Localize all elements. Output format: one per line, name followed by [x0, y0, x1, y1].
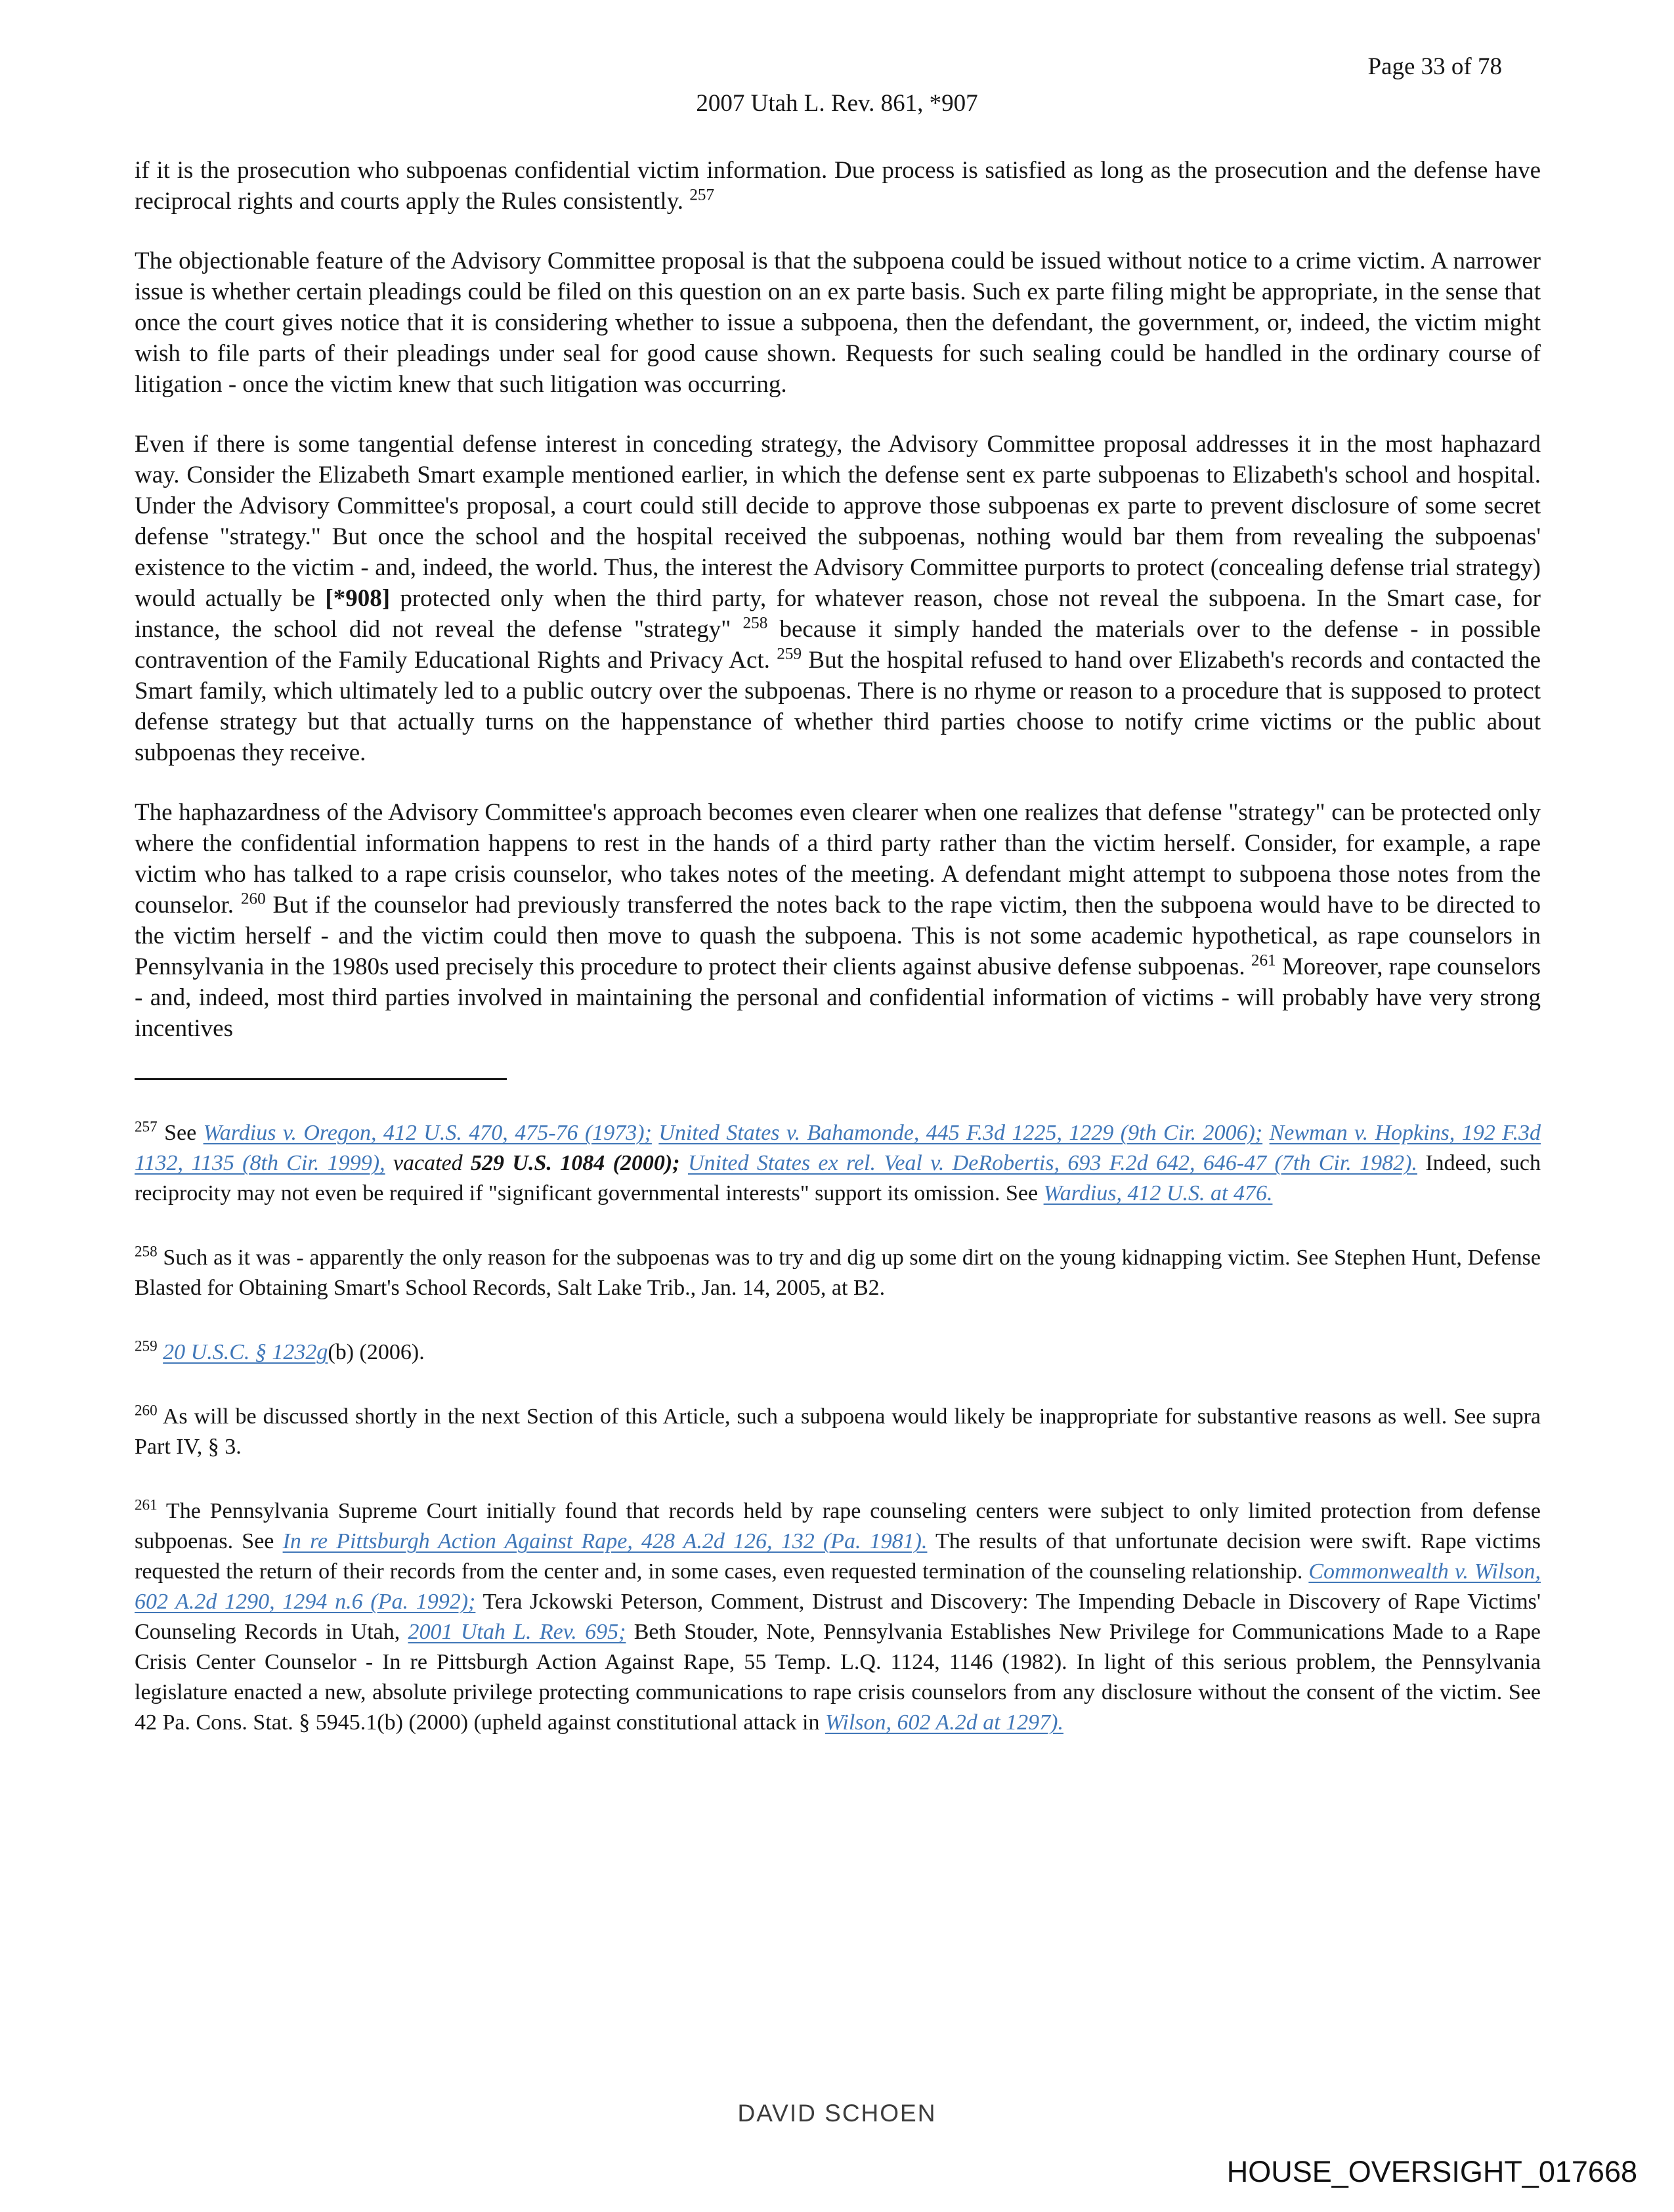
text-run: See [157, 1121, 204, 1145]
text-run: Even if there is some tangential defense interest in conceding strategy, the Advisory Committee proposal addresses it in the most haphazard way. Consider the Elizabeth Smart example mentioned earlier, in which the defense sent ex parte subpoenas to Elizabeth's school and hospital. Under the Advisory Committee's proposal, a court could still decide to approve those subpoenas ex parte to prevent disclosure of some secret defense "strategy." But once the school and the hospital received the subpoenas, nothing would bar them from revealing the subpoenas' existence to the victim - and, indeed, the world. Thus, the interest the Advisory Committee purports to protect (concealing defense trial strategy) would actually be [135, 431, 1541, 612]
footnote-257 [135, 1118, 1541, 1209]
paragraph-1 [135, 155, 1541, 217]
footnote-ref: 258 [742, 614, 768, 632]
text-run [652, 1121, 658, 1145]
footnote-ref: 257 [135, 1118, 158, 1136]
text-run: The results of that unfortunate decision were swift. Rape victims requested the return of their records from the center and, in some cases, even requested termination of the counseling relationship. [135, 1529, 1541, 1584]
citation-link[interactable]: Wardius, 412 U.S. at 476. [1043, 1181, 1273, 1205]
citation-link[interactable]: Wilson, 602 A.2d at 1297). [825, 1710, 1063, 1735]
document-body [135, 155, 1541, 1772]
footnote-259 [135, 1337, 1541, 1368]
paragraph-4 [135, 797, 1541, 1044]
text-run: As will be discussed shortly in the next Section of this Article, such a subpoena would likely be inappropriate for substantive reasons as well. See supra Part IV, § 3. [135, 1404, 1541, 1459]
text-run: The Pennsylvania Supreme Court initially found that records held by rape counseling centers were subject to only limited protection from defense subpoenas. See [135, 1499, 1541, 1553]
bates-stamp: HOUSE_OVERSIGHT_017668 [1226, 2155, 1637, 2188]
text-run [680, 1151, 688, 1175]
text-run: Indeed, such reciprocity may not even be required if "significant governmental interests" support its omission. See [135, 1151, 1541, 1205]
text-run: The objectionable feature of the Advisory Committee proposal is that the subpoena could be issued without notice to a crime victim. A narrower issue is whether certain pleadings could be filed on this question on an ex parte basis. Such ex parte filing might be appropriate, in the sense that once the court gives notice that it is considering whether to issue a subpoena, then the defendant, the government, or, indeed, the victim might wish to file parts of their pleadings under seal for good cause shown. Requests for such sealing could be handled in the ordinary course of litigation - once the victim knew that such litigation was occurring. [135, 248, 1541, 398]
footnote-separator [135, 1078, 507, 1080]
footer-author-name: DAVID SCHOEN [737, 2100, 937, 2127]
paragraph-2 [135, 246, 1541, 400]
text-run: But if the counselor had previously transferred the notes back to the rape victim, then the subpoena would have to be directed to the victim herself - and the victim could then move to quash the subpoena. This is not some academic hypothetical, as rape counselors in Pennsylvania in the 1980s used precisely this procedure to protect their clients against abusive defense subpoenas. [135, 892, 1541, 980]
footnote-260 [135, 1402, 1541, 1462]
document-citation: 2007 Utah L. Rev. 861, *907 [696, 90, 978, 117]
paragraph-3 [135, 429, 1541, 768]
text-run: (b) (2006). [328, 1340, 425, 1364]
text-run: Beth Stouder, Note, Pennsylvania Establishes New Privilege for Communications Made to a Rape Crisis Center Counselor - In re Pittsburgh Action Against Rape, 55 Temp. L.Q. 1124, 1146 (1982). In light of this serious problem, the Pennsylvania legislature enacted a new, absolute privilege protecting communications to rape crisis counselors from any disclosure without the consent of the victim. See 42 Pa. Cons. Stat. § 5945.1(b) (2000) (upheld against constitutional attack in [135, 1620, 1541, 1735]
footnote-ref: 260 [135, 1402, 158, 1420]
bold-text: [*908] [325, 585, 391, 612]
text-run: Such as it was - apparently the only reason for the subpoenas was to try and dig up some dirt on the young kidnapping victim. See Stephen Hunt, Defense Blasted for Obtaining Smart's School Records, Salt Lake Trib., Jan. 14, 2005, at B2. [135, 1246, 1541, 1300]
footnote-ref: 261 [1251, 951, 1276, 970]
text-run: The haphazardness of the Advisory Committee's approach becomes even clearer when one realizes that defense "strategy" can be protected only where the confidential information happens to rest in the hands of a third party rather than the victim herself. Consider, for example, a rape victim who has talked to a rape crisis counselor, who takes notes of the meeting. A defendant might attempt to subpoena those notes from the counselor. [135, 799, 1541, 919]
text-run: Moreover, rape counselors - and, indeed, most third parties involved in maintaining the personal and confidential information of victims - will probably have very strong incentives [135, 953, 1541, 1042]
text-run: But the hospital refused to hand over Elizabeth's records and contacted the Smart family, which ultimately led to a public outcry over the subpoenas. There is no rhyme or reason to a procedure that is supposed to protect defense strategy but that actually turns on the happenstance of whether third parties choose to notify crime victims or the public about subpoenas they receive. [135, 647, 1541, 766]
citation-link[interactable]: United States ex rel. Veal v. DeRobertis, 693 F.2d 642, 646-47 (7th Cir. 1982). [687, 1151, 1417, 1175]
text-run: if it is the prosecution who subpoenas confidential victim information. Due process is satisfied as long as the prosecution and the defense have reciprocal rights and courts apply the Rules consistently. [135, 157, 1541, 215]
footnote-ref: 260 [240, 890, 266, 908]
footnote-ref: 261 [135, 1496, 158, 1514]
footnote-261 [135, 1496, 1541, 1738]
italic-text: vacated [385, 1151, 471, 1175]
text-run: because it simply handed the materials over to the defense - in possible contravention of the Family Educational Rights and Privacy Act. [135, 616, 1541, 674]
footnote-ref: 258 [135, 1243, 158, 1261]
text-run: Tera Jckowski Peterson, Comment, Distrust and Discovery: The Impending Debacle in Discovery of Rape Victims' Counseling Records in Utah, [135, 1590, 1541, 1644]
citation-link[interactable]: Wardius v. Oregon, 412 U.S. 470, 475-76 (1973); [203, 1121, 652, 1145]
citation-link[interactable]: Newman v. Hopkins, 192 F.3d 1132, 1135 (8th Cir. 1999), [135, 1121, 1541, 1175]
footnote-ref: 259 [777, 645, 802, 663]
footnote-258 [135, 1243, 1541, 1303]
citation-link[interactable]: 2001 Utah L. Rev. 695; [408, 1620, 626, 1644]
page-indicator: Page 33 of 78 [1367, 53, 1502, 80]
footnotes-section [135, 1118, 1541, 1738]
citation-link[interactable]: United States v. Bahamonde, 445 F.3d 1225, 1229 (9th Cir. 2006); [658, 1121, 1263, 1145]
citation-link[interactable]: Commonwealth v. Wilson, 602 A.2d 1290, 1294 n.6 (Pa. 1992); [135, 1559, 1541, 1614]
bold-italic-text: 529 U.S. 1084 (2000); [471, 1151, 680, 1175]
text-run [1262, 1121, 1269, 1145]
footnote-ref: 259 [135, 1337, 158, 1355]
citation-link[interactable]: In re Pittsburgh Action Against Rape, 428 A.2d 126, 132 (Pa. 1981). [282, 1529, 928, 1553]
text-run: protected only when the third party, for whatever reason, chose not reveal the subpoena. In the Smart case, for instance, the school did not reveal the defense "strategy" [135, 585, 1541, 643]
text-run [158, 1340, 163, 1364]
footnote-ref: 257 [689, 186, 715, 204]
citation-link[interactable]: 20 U.S.C. § 1232g [163, 1340, 328, 1364]
